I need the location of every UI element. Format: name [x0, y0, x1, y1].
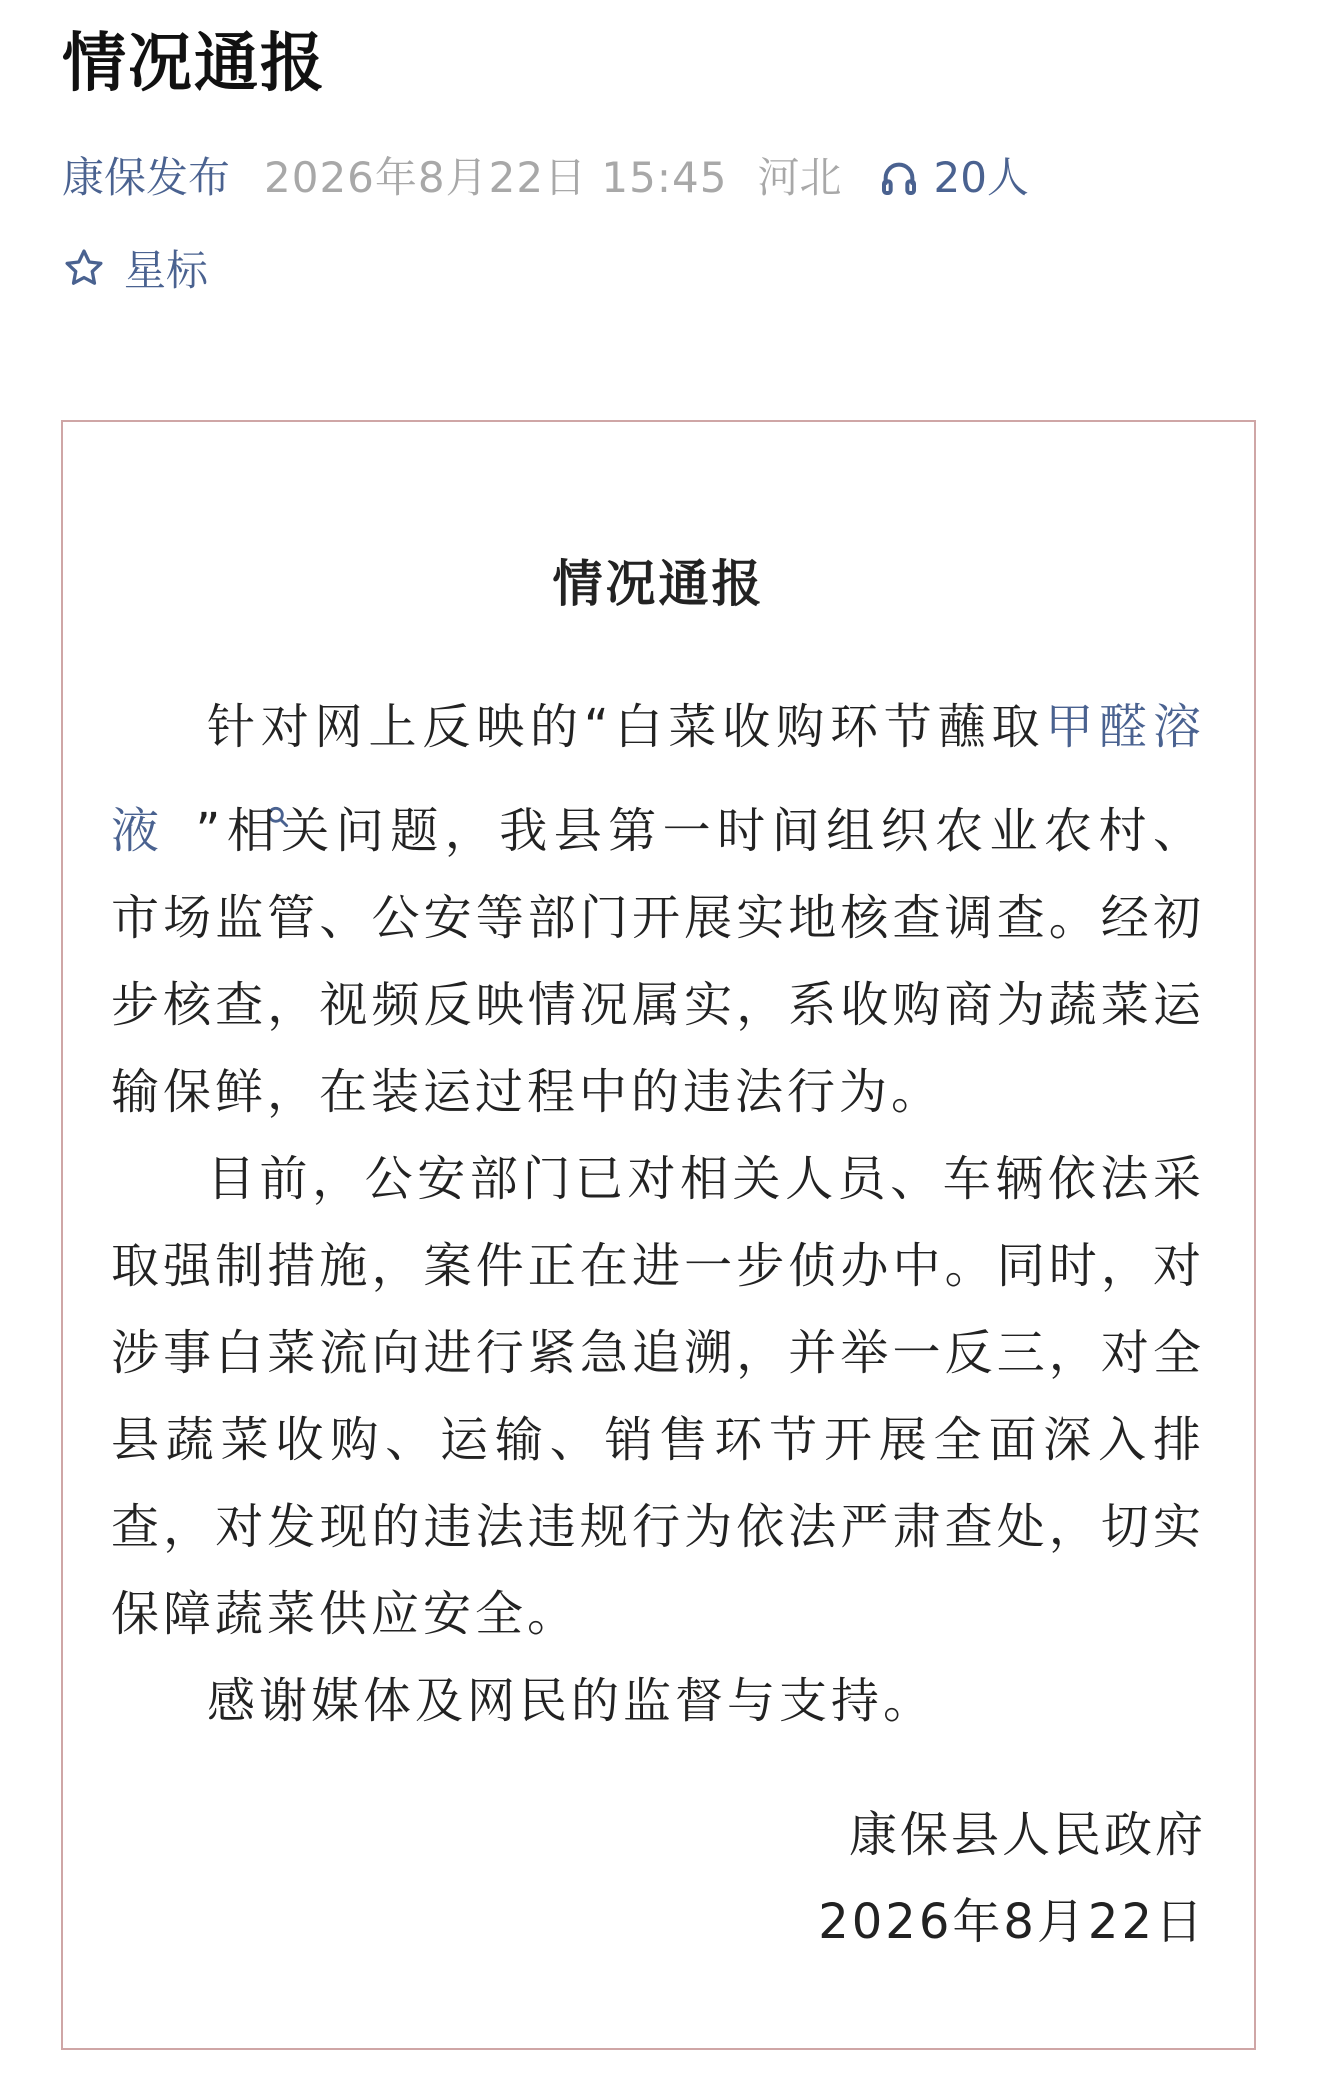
- notice-p1-text-b: ”相关问题，我县第一时间组织农业农村、市场监管、公安等部门开展实地核查调查。经初步核查，视频反映情况属实，系收购商为蔬菜运输保鲜，在装运过程中的违法行为。: [111, 803, 1205, 1120]
- notice-body: [111, 684, 1205, 1745]
- notice-paragraph-2: 目前，公安部门已对相关人员、车辆依法采取强制措施，案件正在进一步侦办中。同时，对涉事白菜流向进行紧急追溯，并举一反三，对全县蔬菜收购、运输、销售环节开展全面深入排查，对发现的违法违规行为依法严肃查处，切实保障蔬菜供应安全。: [111, 1151, 1205, 1642]
- signature-org: 康保县人民政府: [848, 1807, 1206, 1863]
- article-meta: [62, 150, 1029, 206]
- listen-count: 20人: [933, 153, 1029, 202]
- publish-time: 2026年8月22日 15:45: [264, 153, 728, 202]
- search-term-label: 甲醛溶液: [111, 699, 1205, 859]
- listen-button[interactable]: [879, 150, 1028, 206]
- star-label: 星标: [124, 246, 209, 295]
- headphones-icon: [879, 158, 919, 198]
- location-label: 河北: [757, 153, 842, 202]
- page-title: 情况通报: [62, 27, 326, 101]
- notice-paragraph-3: 感谢媒体及网民的监督与支持。: [207, 1673, 936, 1729]
- notice-title: 情况通报: [552, 555, 765, 613]
- notice-signature: [818, 1792, 1206, 1966]
- notice-p1-text-a: 针对网上反映的“白菜收购环节蘸取: [207, 699, 1046, 755]
- star-outline-icon: [62, 246, 106, 290]
- search-icon: [169, 771, 195, 797]
- signature-date: 2026年8月22日: [818, 1894, 1206, 1950]
- notice-paragraph-1: [111, 684, 1205, 1136]
- star-button[interactable]: [62, 240, 208, 296]
- source-account-link[interactable]: 康保发布: [62, 153, 231, 202]
- notice-image[interactable]: [61, 420, 1256, 2050]
